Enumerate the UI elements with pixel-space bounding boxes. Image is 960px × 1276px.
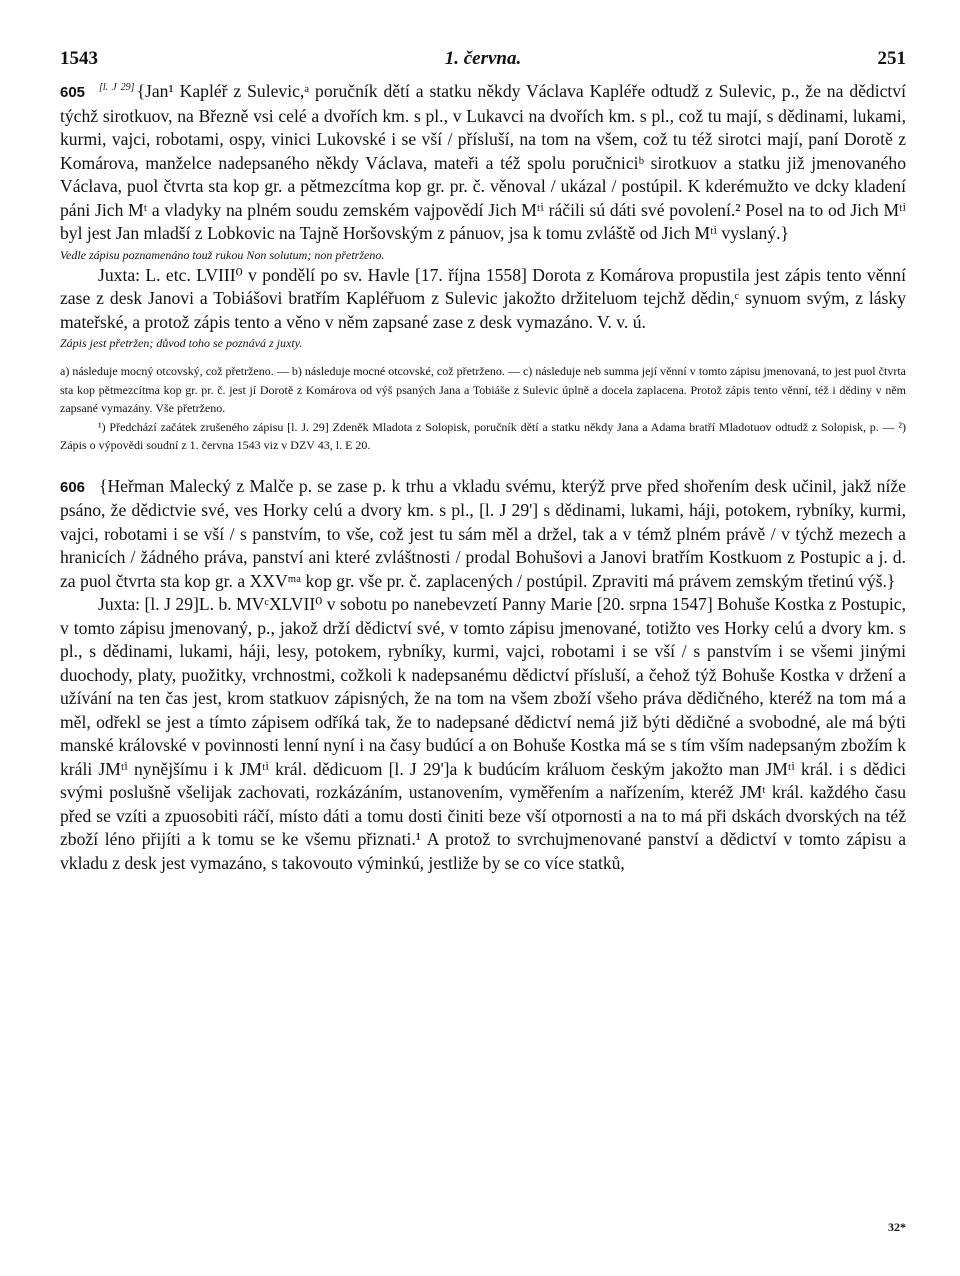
apparatus-variants: a) následuje mocný otcovský, což přetrženo. — b) následuje mocné otcovské, což přetrženo. — c) následuje neb summa její věnní v tomto zápisu jmenovaná, to jest puol čtvrta sta kop pětmezcítma kop gr. pr. č. jest jí Dorotě z Komárova od výš psaných Jana a Tobiáše z Sulevic úplně a docela zaplacena. Protož zápis tento věnní, též i dědiny v něm zapsané vymazány. Vše přetrženo. <box>60 364 906 416</box>
entry-606-juxta: Juxta: [l. J 29]L. b. MVᶜXLVII⁰ v sobotu po nanebevzetí Panny Marie [20. srpna 1547] Bohuše Kostka z Postupic, v tomto zápisu jmenovaný, p., jakož drží dědictví své, v tomto zápisu jmenované, totižto ves Horky celú a dvory km. s pl., s dědinami, lukami, háji, lesy, potokem, rybníky, kurmi, vajci, robotami i se vší / s panstvím i se všemi jinými duochody, platy, puožitky, vrchnostmi, cožkoli k nadepsanému dědictví přísluší, a čehož týž Bohuše Kostka v držení a užívání na ten čas jest, krom statkuov zápisných, že na tom na všem zboží všeho práva dědičného, kteréž na tom má a měl, odřekl se jest a tímto zápisem odříká tak, že to nadepsané dědictví nemá již býti dědičné a svobodné, ale má býti manské královské v povinnosti lenní nyní i na časy budúcí a on Bohuše Kostka má se s tím vším nadepsaným zbožím k králi JMᵗⁱ nynějšímu i k JMᵗⁱ král. dědicuom [l. J 29']a k budúcím králuom českým jakožto man JMᵗⁱ král. i s dědici svými poslušně všelijak zachovati, rozkázáním, ustanovením, vyměřením a nařízením, kteréž JMᵗ král. každého času před se vzíti a zpuosobiti ráčí, místo dáti a tomu dosti činiti beze vší otpornosti a na to má při dskách dvorských na též zboží léno přijíti a k tomu se ke všemu přiznati.¹ A protož to svrchujmenované panství a dědictví v tomto zápisu a vkladu z desk jest vymazáno, s takovouto výminkú, jestliže by se co více statků, <box>60 594 906 873</box>
margin-note: Vedle zápisu poznamenáno touž rukou Non solutum; non přetrženo. <box>60 247 385 262</box>
running-head-year: 1543 <box>60 48 98 69</box>
entry-number: 605 <box>60 84 86 101</box>
cancel-note: Zápis jest přetržen; důvod toho se poznává z juxty. <box>60 336 303 350</box>
entry-606-text: {Heřman Malecký z Malče p. se zase p. k trhu a vkladu svému, kterýž prve před shořením desk učinil, jakž níže psáno, že dědictvie své, ves Horky celú a dvory km. s pl., [l. J 29'] s dědinami, lukami, háji, potokem, rybníky, kurmi, vajci, robotami i se vší / s panstvím, to vše, což jest tu sám měl a držel, tak a v témž plném právě / v týchž mezech a hranicích / žádného práva, panství ani které zvláštnosti / prodal Bohušovi a Janovi bratřím Kostkuom z Postupic a j. d. za puol čtvrta sta kop gr. a XXVᵐᵃ kop gr. vše pr. č. zaplacených / postúpil. Zpraviti má právem zemským třetinú výš.} <box>60 475 906 591</box>
page-number: 251 <box>877 48 906 69</box>
running-head-date: 1. června. <box>444 48 522 69</box>
printer-signature: 32* <box>888 1220 906 1234</box>
entry-606-body <box>60 475 906 594</box>
entry-number: 606 <box>60 478 86 496</box>
entry-605 <box>60 76 906 352</box>
entry-605-juxta: Juxta: L. etc. LVIII⁰ v pondělí po sv. Havle [17. října 1558] Dorota z Komárova propustila jest zápis tento věnní zase z desk Janovi a Tobiášovi bratřím Kapléřuom z Sulevic jakožto držiteluom tejchž dědin,ᶜ synuom svým, z lásky mateřské, a protož zápis tento a věno v něm zapsané zase z desk vymazáno. V. v. ú. <box>60 264 906 332</box>
document-page <box>60 40 906 1234</box>
entry-605-text: {Jan¹ Kapléř z Sulevic,ᵃ poručník dětí a statku někdy Václava Kapléře odtudž z Sulevic, p., že na dědictví týchž sirotkuov, na Březně vsi celé a dvořích km. s pl., v Lukavci na dvořích km. s pl., což tu mají, s dědinami, lukami, kurmi, vajci, robotami, ospy, vinici Lukovské i se vší / přísluší, na tom na všem, což tu též sirotci mají, paní Dorotě z Komárova, manželce nadepsaného někdy Václava, mateři a též spolu poručniciᵇ sirotkuov a statku již jmenovaného Václava, puol čtvrta sta kop gr. a pětmezcítma kop gr. pr. č. věnoval / ukázal / postúpil. K kderémužto ve dcky kladení páni Jich Mᵗ a vladyky na plném soudu zemském vajpovědí Jich Mᵗⁱ ráčili sú dáti své povolení.² Posel na to od Jich Mᵗⁱ byl jest Jan mladší z Lobkovic na Tajně Horšovským z pánuov, jsa k tomu zvláště od Jich Mᵗⁱ vyslaný.} <box>60 81 906 243</box>
apparatus-notes: ¹) Předchází začátek zrušeného zápisu [l. J. 29] Zdeněk Mladota z Solopisk, poručník dětí a statku někdy Jana a Adama bratří Mladotuov odtudž z Solopisk, p. — ²) Zápis o výpovědi soudní z 1. června 1543 viz v DZV 43, l. E 20. <box>60 419 906 453</box>
critical-apparatus <box>60 362 906 455</box>
folio-reference: [l. J 29] <box>99 82 135 93</box>
entry-605-body <box>60 76 906 246</box>
entry-606 <box>60 475 906 876</box>
running-head <box>60 40 906 76</box>
